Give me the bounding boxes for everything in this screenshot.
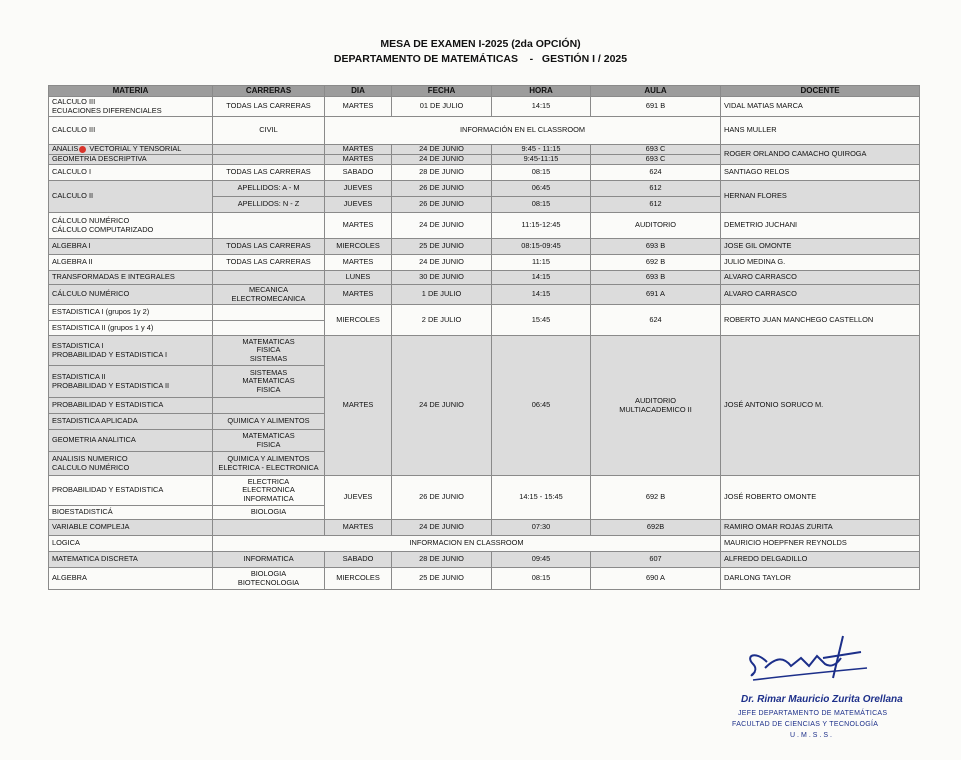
document-title: MESA DE EXAMEN I-2025 (2da OPCIÓN) [380, 38, 581, 50]
docente-cell: JULIO MEDINA G. [721, 255, 920, 271]
aula-cell: 624 [591, 305, 721, 336]
carreras-cell [213, 213, 325, 239]
signatory-university: U.M.S.S. [790, 732, 835, 739]
materia-cell: ESTADISTICA I PROBABILIDAD Y ESTADISTICA I [49, 336, 213, 366]
table-row [49, 305, 920, 321]
fecha-cell: 1 DE JULIO [392, 285, 492, 305]
aula-cell: 624 [591, 165, 721, 181]
materia-cell: CALCULO III ECUACIONES DIFERENCIALES [49, 97, 213, 117]
materia-cell: MATEMATICA DISCRETA [49, 552, 213, 568]
docente-cell: JOSÉ ROBERTO OMONTE [721, 476, 920, 520]
materia-cell: ANALISIS NUMERICO CALCULO NUMÉRICO [49, 452, 213, 476]
table-row [49, 165, 920, 181]
materia-cell: CALCULO I [49, 165, 213, 181]
header-docente: DOCENTE [721, 86, 920, 97]
aula-cell: 691 B [591, 97, 721, 117]
materia-cell: ESTADISTICA APLICADA [49, 414, 213, 430]
aula-cell: 693 B [591, 271, 721, 285]
aula-cell: 607 [591, 552, 721, 568]
aula-cell: 690 A [591, 568, 721, 590]
aula-cell: 693 C [591, 155, 721, 165]
dia-cell: MARTES [325, 285, 392, 305]
docente-cell: ALVARO CARRASCO [721, 285, 920, 305]
hora-cell: 08:15 [492, 165, 591, 181]
materia-cell: PROBABILIDAD Y ESTADISTICA [49, 476, 213, 506]
dia-cell: MIERCOLES [325, 305, 392, 336]
carreras-cell [213, 398, 325, 414]
materia-cell: CALCULO III [49, 117, 213, 145]
aula-cell: 693 B [591, 239, 721, 255]
docente-cell: HANS MULLER [721, 117, 920, 145]
table-row [49, 255, 920, 271]
carreras-cell: APELLIDOS: N - Z [213, 197, 325, 213]
carreras-cell: TODAS LAS CARRERAS [213, 165, 325, 181]
materia-cell: GEOMETRIA ANALITICA [49, 430, 213, 452]
docente-cell: RAMIRO OMAR ROJAS ZURITA [721, 520, 920, 536]
aula-cell: 691 A [591, 285, 721, 305]
fecha-cell: 24 DE JUNIO [392, 336, 492, 476]
hora-cell: 06:45 [492, 181, 591, 197]
dia-cell: MIERCOLES [325, 239, 392, 255]
carreras-cell [213, 271, 325, 285]
materia-cell: ESTADISTICA II PROBABILIDAD Y ESTADISTICA II [49, 366, 213, 398]
carreras-cell: QUIMICA Y ALIMENTOS ELECTRICA - ELECTRONICA [213, 452, 325, 476]
dia-cell: SABADO [325, 165, 392, 181]
fecha-cell: 28 DE JUNIO [392, 165, 492, 181]
fecha-cell: 26 DE JUNIO [392, 197, 492, 213]
table-row [49, 520, 920, 536]
docente-cell: DEMETRIO JUCHANI [721, 213, 920, 239]
fecha-cell: 25 DE JUNIO [392, 239, 492, 255]
signatory-faculty: FACULTAD DE CIENCIAS Y TECNOLOGÍA [732, 721, 879, 728]
hora-cell: 14:15 - 15:45 [492, 476, 591, 520]
header-materia: MATERIA [49, 86, 213, 97]
carreras-cell: ELECTRICA ELECTRONICA INFORMATICA [213, 476, 325, 506]
hora-cell: 06:45 [492, 336, 591, 476]
docente-cell: DARLONG TAYLOR [721, 568, 920, 590]
info-cell: INFORMACION EN CLASSROOM [213, 536, 721, 552]
materia-cell: ALGEBRA I [49, 239, 213, 255]
materia-cell: ALGEBRA [49, 568, 213, 590]
docente-cell: JOSE GIL OMONTE [721, 239, 920, 255]
materia-cell: TRANSFORMADAS E INTEGRALES [49, 271, 213, 285]
docente-cell: HERNAN FLORES [721, 181, 920, 213]
table-row [49, 336, 920, 366]
fecha-cell: 01 DE JULIO [392, 97, 492, 117]
materia-cell: CÁLCULO NUMÉRICO CÁLCULO COMPUTARIZADO [49, 213, 213, 239]
materia-cell: PROBABILIDAD Y ESTADISTICA [49, 398, 213, 414]
fecha-cell: 26 DE JUNIO [392, 476, 492, 520]
dia-cell: JUEVES [325, 181, 392, 197]
carreras-cell: TODAS LAS CARRERAS [213, 97, 325, 117]
header-hora: HORA [492, 86, 591, 97]
carreras-cell: BIOLOGIA [213, 506, 325, 520]
exam-schedule-table [48, 85, 920, 590]
carreras-cell [213, 321, 325, 336]
hora-cell: 08:15-09:45 [492, 239, 591, 255]
red-dot-mark [79, 146, 86, 153]
fecha-cell: 30 DE JUNIO [392, 271, 492, 285]
table-row [49, 239, 920, 255]
carreras-cell: MECANICA ELECTROMECANICA [213, 285, 325, 305]
docente-cell: ROBERTO JUAN MANCHEGO CASTELLON [721, 305, 920, 336]
table-row [49, 117, 920, 145]
carreras-cell: INFORMATICA [213, 552, 325, 568]
aula-cell: 692 B [591, 255, 721, 271]
hora-cell: 9:45 - 11:15 [492, 145, 591, 155]
table-row [49, 271, 920, 285]
table-row [49, 476, 920, 506]
dia-cell: SABADO [325, 552, 392, 568]
docente-cell: SANTIAGO RELOS [721, 165, 920, 181]
carreras-cell: APELLIDOS: A - M [213, 181, 325, 197]
signatory-title: JEFE DEPARTAMENTO DE MATEMÁTICAS [738, 710, 888, 717]
table-row [49, 552, 920, 568]
table-row [49, 97, 920, 117]
table-row [49, 213, 920, 239]
fecha-cell: 24 DE JUNIO [392, 145, 492, 155]
materia-cell: ESTADISTICA I (grupos 1y 2) [49, 305, 213, 321]
docente-cell: MAURICIO HOEPFNER REYNOLDS [721, 536, 920, 552]
table-row [49, 285, 920, 305]
dia-cell: MARTES [325, 520, 392, 536]
materia-cell: ESTADISTICA II (grupos 1 y 4) [49, 321, 213, 336]
aula-cell: 692B [591, 520, 721, 536]
materia-cell: BIOESTADISTICÁ [49, 506, 213, 520]
dia-cell: MARTES [325, 336, 392, 476]
fecha-cell: 24 DE JUNIO [392, 155, 492, 165]
materia-cell: CÁLCULO NUMÉRICO [49, 285, 213, 305]
document-subtitle: DEPARTAMENTO DE MATEMÁTICAS - GESTIÓN I / 2025 [333, 53, 628, 65]
dia-cell: JUEVES [325, 476, 392, 520]
carreras-cell: QUIMICA Y ALIMENTOS [213, 414, 325, 430]
aula-cell: 612 [591, 197, 721, 213]
hora-cell: 11:15-12:45 [492, 213, 591, 239]
signatory-name: Dr. Rimar Mauricio Zurita Orellana [741, 694, 903, 705]
dia-cell: MARTES [325, 145, 392, 155]
docente-cell: VIDAL MATIAS MARCA [721, 97, 920, 117]
dia-cell: MARTES [325, 155, 392, 165]
dia-cell: MARTES [325, 97, 392, 117]
info-cell: INFORMACIÓN EN EL CLASSROOM [325, 117, 721, 145]
hora-cell: 08:15 [492, 568, 591, 590]
docente-cell: ROGER ORLANDO CAMACHO QUIROGA [721, 145, 920, 165]
docente-cell: ALVARO CARRASCO [721, 271, 920, 285]
materia-cell: ANALIS VECTORIAL Y TENSORIAL [49, 145, 213, 155]
carreras-cell: BIOLOGIA BIOTECNOLOGIA [213, 568, 325, 590]
fecha-cell: 26 DE JUNIO [392, 181, 492, 197]
aula-cell: 612 [591, 181, 721, 197]
fecha-cell: 24 DE JUNIO [392, 520, 492, 536]
fecha-cell: 24 DE JUNIO [392, 213, 492, 239]
dia-cell: JUEVES [325, 197, 392, 213]
materia-cell: ALGEBRA II [49, 255, 213, 271]
dia-cell: MARTES [325, 255, 392, 271]
carreras-cell [213, 305, 325, 321]
hora-cell: 15:45 [492, 305, 591, 336]
hora-cell: 14:15 [492, 285, 591, 305]
dia-cell: MIERCOLES [325, 568, 392, 590]
aula-cell: 693 C [591, 145, 721, 155]
carreras-cell [213, 145, 325, 155]
table-row [49, 181, 920, 197]
carreras-cell: MATEMATICAS FISICA SISTEMAS [213, 336, 325, 366]
header-dia: DIA [325, 86, 392, 97]
header-carreras: CARRERAS [213, 86, 325, 97]
docente-cell: ALFREDO DELGADILLO [721, 552, 920, 568]
fecha-cell: 2 DE JULIO [392, 305, 492, 336]
materia-cell: CALCULO II [49, 181, 213, 213]
header-fecha: FECHA [392, 86, 492, 97]
header-row [49, 86, 920, 97]
aula-cell: 692 B [591, 476, 721, 520]
fecha-cell: 24 DE JUNIO [392, 255, 492, 271]
hora-cell: 09:45 [492, 552, 591, 568]
dia-cell: MARTES [325, 213, 392, 239]
materia-cell: VARIABLE COMPLEJA [49, 520, 213, 536]
carreras-cell: MATEMATICAS FISICA [213, 430, 325, 452]
hora-cell: 11:15 [492, 255, 591, 271]
table-row [49, 536, 920, 552]
handwritten-signature [705, 628, 925, 748]
carreras-cell: TODAS LAS CARRERAS [213, 255, 325, 271]
hora-cell: 14:15 [492, 97, 591, 117]
docente-cell: JOSÉ ANTONIO SORUCO M. [721, 336, 920, 476]
carreras-cell: TODAS LAS CARRERAS [213, 239, 325, 255]
hora-cell: 07:30 [492, 520, 591, 536]
table-row [49, 145, 920, 155]
materia-cell: GEOMETRIA DESCRIPTIVA [49, 155, 213, 165]
materia-cell: LOGICA [49, 536, 213, 552]
fecha-cell: 25 DE JUNIO [392, 568, 492, 590]
table-row [49, 568, 920, 590]
carreras-cell [213, 520, 325, 536]
hora-cell: 9:45-11:15 [492, 155, 591, 165]
carreras-cell: SISTEMAS MATEMATICAS FISICA [213, 366, 325, 398]
hora-cell: 14:15 [492, 271, 591, 285]
hora-cell: 08:15 [492, 197, 591, 213]
aula-cell: AUDITORIO MULTIACADEMICO II [591, 336, 721, 476]
aula-cell: AUDITORIO [591, 213, 721, 239]
carreras-cell [213, 155, 325, 165]
carreras-cell: CIVIL [213, 117, 325, 145]
header-aula: AULA [591, 86, 721, 97]
dia-cell: LUNES [325, 271, 392, 285]
fecha-cell: 28 DE JUNIO [392, 552, 492, 568]
